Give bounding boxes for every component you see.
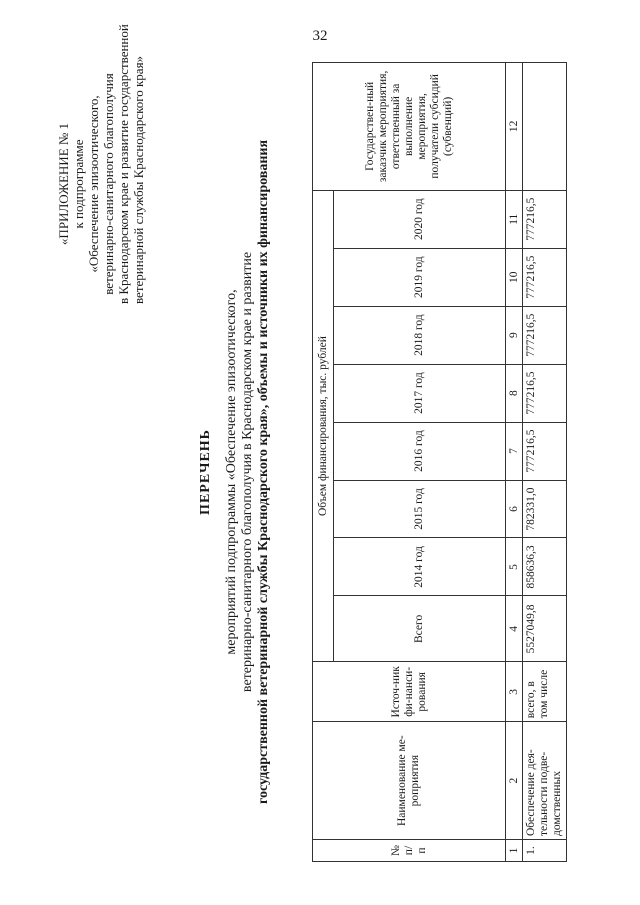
appendix-line: в Краснодарском крае и развитие государственной <box>116 24 131 304</box>
column-number: 7 <box>506 422 523 480</box>
row-value: 782331,0 <box>523 480 567 538</box>
column-number: 2 <box>506 722 523 840</box>
row-total: 5527049,8 <box>523 596 567 662</box>
header-source: Источ-ник фи-нанси-рования <box>313 662 506 722</box>
column-number: 6 <box>506 480 523 538</box>
header-name: Наименование ме-роприятия <box>313 722 506 840</box>
appendix-block <box>56 24 146 304</box>
appendix-line: «Обеспечение эпизоотического, <box>86 95 101 273</box>
header-year: 2019 год <box>334 248 506 306</box>
header-year: 2016 год <box>334 422 506 480</box>
heading-line: государственной ветеринарной службы Краснодарского края», объемы и источники их финансирования <box>256 139 271 805</box>
header-total: Всего <box>334 596 506 662</box>
row-value: 858636,3 <box>523 538 567 596</box>
page-number: 32 <box>312 28 328 44</box>
column-number: 3 <box>506 662 523 722</box>
column-number-row <box>506 63 523 862</box>
column-number: 1 <box>506 840 523 862</box>
row-num: 1. <box>523 840 567 862</box>
appendix-line: ветеринарно-санитарного благополучия <box>101 73 116 295</box>
heading-line: ветеринарно-санитарного благополучия в Краснодарском крае и развитие <box>240 251 255 693</box>
row-customer <box>523 63 567 191</box>
header-year: 2020 год <box>334 190 506 248</box>
row-value: 777216,5 <box>523 306 567 364</box>
appendix-line: к подпрограмме <box>71 139 86 229</box>
header-year: 2015 год <box>334 480 506 538</box>
header-num: № п/п <box>313 840 506 862</box>
column-number: 12 <box>506 63 523 191</box>
document-title: ПЕРЕЧЕНЬ <box>198 429 213 515</box>
header-year: 2017 год <box>334 364 506 422</box>
row-source: всего, в том числе <box>523 662 567 722</box>
appendix-line: ветеринарной службы Краснодарского края» <box>131 55 146 304</box>
column-number: 11 <box>506 190 523 248</box>
header-customer: Государствен-ный заказчик мероприятия, ответственный за выполнение мероприятия, получатели субсидий (субвенций) <box>313 63 506 191</box>
financing-table <box>312 62 567 862</box>
column-number: 9 <box>506 306 523 364</box>
table-header-row <box>313 63 334 862</box>
row-value: 777216,5 <box>523 190 567 248</box>
header-year: 2014 год <box>334 538 506 596</box>
appendix-line: «ПРИЛОЖЕНИЕ № 1 <box>56 122 71 246</box>
column-number: 10 <box>506 248 523 306</box>
column-number: 8 <box>506 364 523 422</box>
heading-line: мероприятий подпрограммы «Обеспечение эпизоотического, <box>224 289 239 655</box>
row-name: Обеспечение дея-тельности подве-домственных <box>523 722 567 840</box>
table-row <box>523 63 567 862</box>
column-number: 4 <box>506 596 523 662</box>
document-heading <box>198 92 272 852</box>
header-year: 2018 год <box>334 306 506 364</box>
column-number: 5 <box>506 538 523 596</box>
row-value: 777216,5 <box>523 248 567 306</box>
row-value: 777216,5 <box>523 364 567 422</box>
row-value: 777216,5 <box>523 422 567 480</box>
header-volume-group: Объем финансирования, тыс. рублей <box>313 190 334 662</box>
